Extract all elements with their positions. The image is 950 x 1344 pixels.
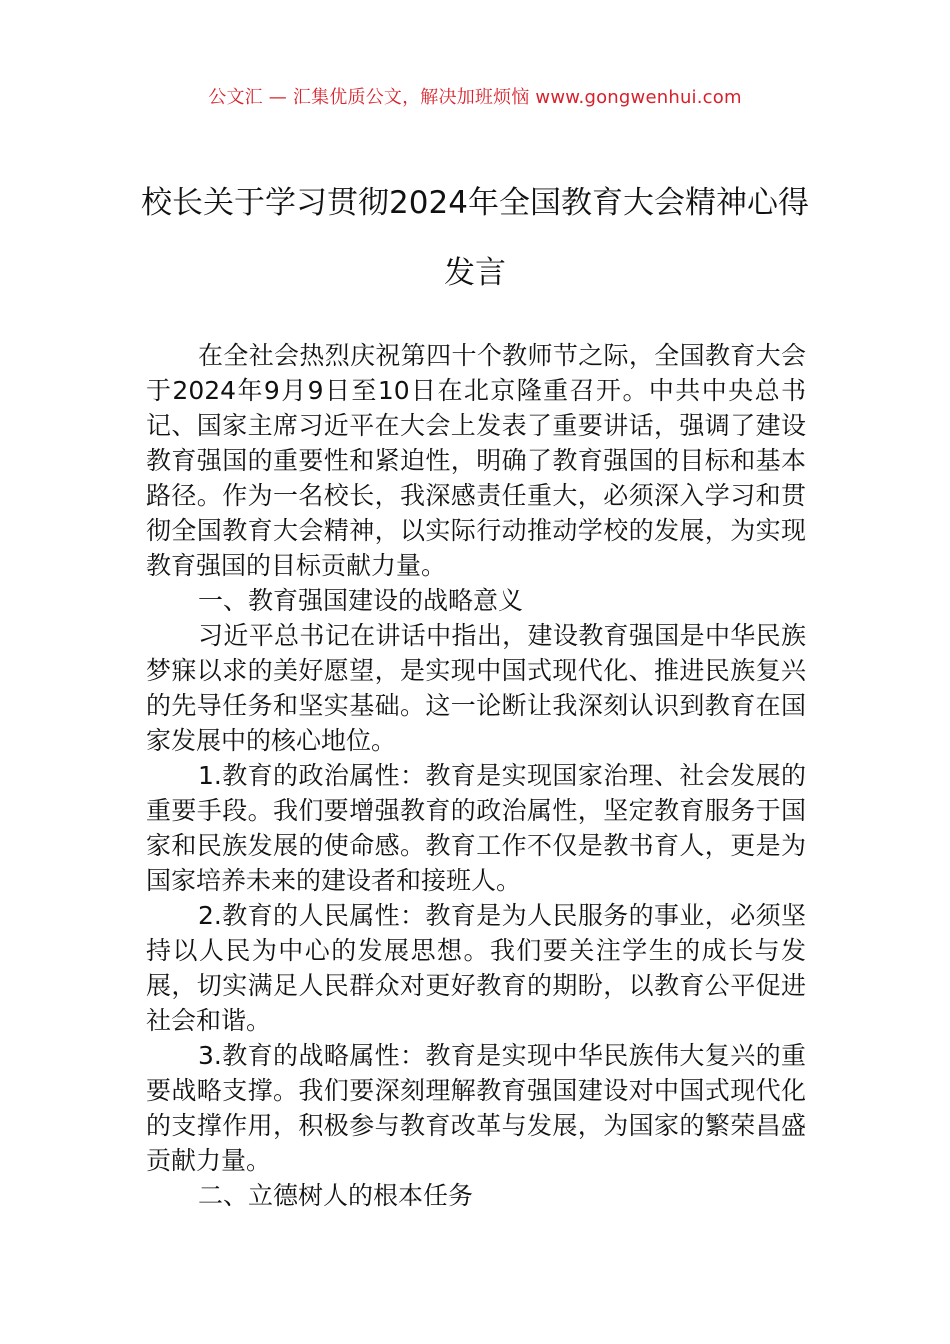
paragraph-section-1: 习近平总书记在讲话中指出，建设教育强国是中华民族梦寐以求的美好愿望，是实现中国式现代化、推进民族复兴的先导任务和坚实基础。这一论断让我深刻认识到教育在国家发展中的核心地位。 (146, 621, 806, 755)
paragraph-point-1: 1.教育的政治属性：教育是实现国家治理、社会发展的重要手段。我们要增强教育的政治属性，坚定教育服务于国家和民族发展的使命感。教育工作不仅是教书育人，更是为国家培养未来的建设者和接班人。 (146, 761, 806, 895)
paragraph-intro: 在全社会热烈庆祝第四十个教师节之际，全国教育大会于2024年9月9日至10日在北京隆重召开。中共中央总书记、国家主席习近平在大会上发表了重要讲话，强调了建设教育强国的重要性和紧迫性，明确了教育强国的目标和基本路径。作为一名校长，我深感责任重大，必须深入学习和贯彻全国教育大会精神，以实际行动推动学校的发展，为实现教育强国的目标贡献力量。 (146, 341, 806, 580)
section-heading-2: 二、立德树人的根本任务 (198, 1181, 474, 1210)
section-heading-1: 一、教育强国建设的战略意义 (198, 586, 524, 615)
document-title: 校长关于学习贯彻2024年全国教育大会精神心得发言 (141, 185, 809, 291)
header-banner: 公文汇 — 汇集优质公文，解决加班烦恼 www.gongwenhui.com (208, 87, 742, 108)
paragraph-point-2: 2.教育的人民属性：教育是为人民服务的事业，必须坚持以人民为中心的发展思想。我们要关注学生的成长与发展，切实满足人民群众对更好教育的期盼，以教育公平促进社会和谐。 (146, 901, 806, 1035)
paragraph-point-3: 3.教育的战略属性：教育是实现中华民族伟大复兴的重要战略支撑。我们要深刻理解教育强国建设对中国式现代化的支撑作用，积极参与教育改革与发展，为国家的繁荣昌盛贡献力量。 (146, 1041, 806, 1175)
document-body (146, 338, 806, 1213)
